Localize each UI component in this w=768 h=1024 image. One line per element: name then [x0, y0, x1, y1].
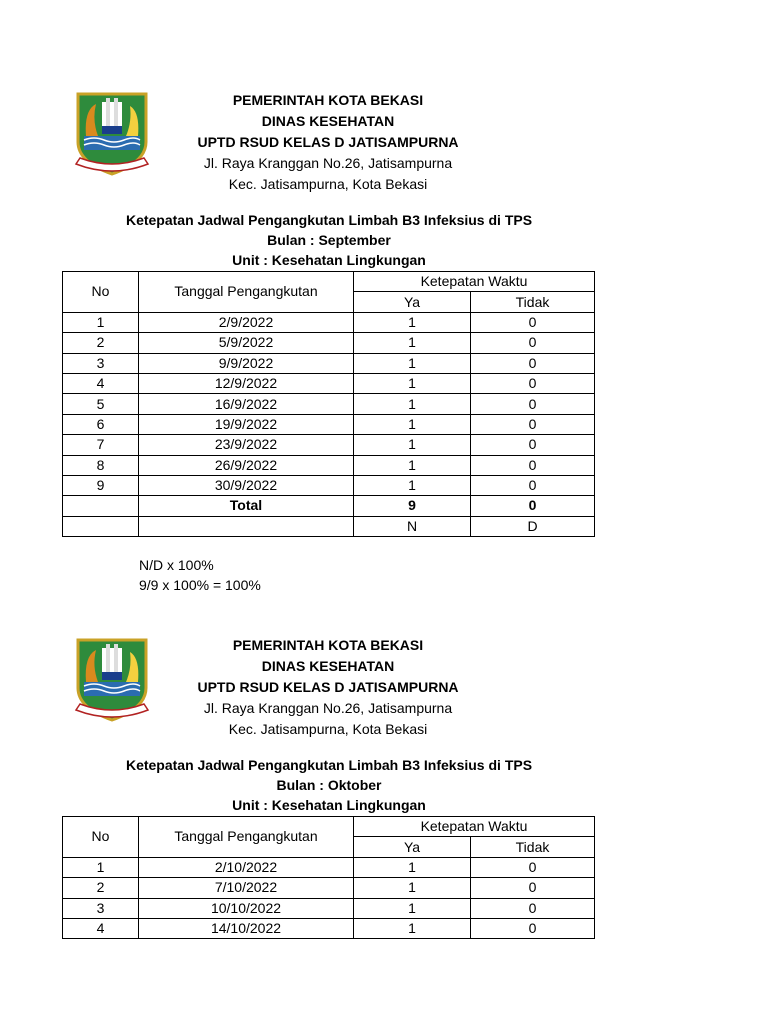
schedule-table-oktober	[62, 816, 595, 939]
cell-no: 3	[63, 353, 139, 373]
cell-tidak: 0	[471, 435, 595, 455]
address-line: Jl. Raya Kranggan No.26, Jatisampurna	[203, 700, 453, 716]
government-name: PEMERINTAH KOTA BEKASI	[232, 637, 424, 653]
col-header-tidak: Tidak	[471, 837, 595, 857]
calculation-formula	[139, 555, 261, 595]
cell-date: 16/9/2022	[139, 394, 354, 414]
cell-no: 4	[63, 373, 139, 393]
cell-no: 8	[63, 455, 139, 475]
district-line: Kec. Jatisampurna, Kota Bekasi	[228, 176, 428, 192]
cell-ya: 1	[354, 414, 471, 434]
cell-tidak: 0	[471, 857, 595, 877]
report-unit: Unit : Kesehatan Lingkungan	[232, 252, 426, 268]
report-month: Bulan : September	[267, 232, 391, 248]
department-name: DINAS KESEHATAN	[261, 113, 395, 129]
cell-ya: 1	[354, 435, 471, 455]
col-header-ya: Ya	[354, 292, 471, 312]
table-row	[63, 373, 595, 393]
cell-ya: 1	[354, 918, 471, 938]
col-header-tidak: Tidak	[471, 292, 595, 312]
letterhead	[128, 90, 528, 195]
table-row	[63, 394, 595, 414]
total-label: Total	[139, 496, 354, 516]
department-name: DINAS KESEHATAN	[261, 658, 395, 674]
nd-row	[63, 516, 595, 536]
cell-no: 7	[63, 435, 139, 455]
cell-date: 2/10/2022	[139, 857, 354, 877]
table-row	[63, 918, 595, 938]
cell-date: 14/10/2022	[139, 918, 354, 938]
cell-ya: 1	[354, 475, 471, 495]
cell-tidak: 0	[471, 333, 595, 353]
institution-name: UPTD RSUD KELAS D JATISAMPURNA	[197, 679, 459, 695]
cell-tidak: 0	[471, 414, 595, 434]
cell-ya: 1	[354, 455, 471, 475]
cell-date: 5/9/2022	[139, 333, 354, 353]
address-line: Jl. Raya Kranggan No.26, Jatisampurna	[203, 155, 453, 171]
total-empty-cell	[63, 496, 139, 516]
report-title-main: Ketepatan Jadwal Pengangkutan Limbah B3 Infeksius di TPS	[125, 212, 533, 228]
cell-tidak: 0	[471, 455, 595, 475]
col-header-group: Ketepatan Waktu	[354, 272, 595, 292]
table-row	[63, 414, 595, 434]
cell-tidak: 0	[471, 353, 595, 373]
report-title	[64, 755, 594, 815]
table-row	[63, 898, 595, 918]
col-header-no: No	[63, 272, 139, 313]
table-row	[63, 475, 595, 495]
total-row	[63, 496, 595, 516]
formula-definition: N/D x 100%	[139, 557, 214, 573]
cell-tidak: 0	[471, 394, 595, 414]
cell-tidak: 0	[471, 918, 595, 938]
cell-no: 4	[63, 918, 139, 938]
table-header-row	[63, 272, 595, 292]
nd-empty-cell	[63, 516, 139, 536]
table-row	[63, 455, 595, 475]
cell-date: 26/9/2022	[139, 455, 354, 475]
cell-ya: 1	[354, 373, 471, 393]
letterhead	[128, 635, 528, 740]
institution-name: UPTD RSUD KELAS D JATISAMPURNA	[197, 134, 459, 150]
schedule-table-september	[62, 271, 595, 537]
cell-no: 1	[63, 857, 139, 877]
cell-tidak: 0	[471, 373, 595, 393]
cell-date: 12/9/2022	[139, 373, 354, 393]
cell-tidak: 0	[471, 475, 595, 495]
government-name: PEMERINTAH KOTA BEKASI	[232, 92, 424, 108]
formula-result: 9/9 x 100% = 100%	[139, 577, 261, 593]
nd-d: D	[471, 516, 595, 536]
total-ya: 9	[354, 496, 471, 516]
table-header-row	[63, 817, 595, 837]
col-header-ya: Ya	[354, 837, 471, 857]
cell-no: 3	[63, 898, 139, 918]
cell-date: 2/9/2022	[139, 312, 354, 332]
cell-ya: 1	[354, 394, 471, 414]
cell-no: 2	[63, 878, 139, 898]
col-header-group: Ketepatan Waktu	[354, 817, 595, 837]
cell-ya: 1	[354, 353, 471, 373]
cell-date: 30/9/2022	[139, 475, 354, 495]
cell-date: 23/9/2022	[139, 435, 354, 455]
col-header-date: Tanggal Pengangkutan	[139, 272, 354, 313]
cell-ya: 1	[354, 312, 471, 332]
table-row	[63, 353, 595, 373]
table-row	[63, 857, 595, 877]
nd-empty-cell	[139, 516, 354, 536]
cell-ya: 1	[354, 878, 471, 898]
cell-date: 10/10/2022	[139, 898, 354, 918]
cell-no: 2	[63, 333, 139, 353]
cell-no: 5	[63, 394, 139, 414]
cell-no: 9	[63, 475, 139, 495]
district-line: Kec. Jatisampurna, Kota Bekasi	[228, 721, 428, 737]
total-tidak: 0	[471, 496, 595, 516]
cell-tidak: 0	[471, 878, 595, 898]
cell-date: 19/9/2022	[139, 414, 354, 434]
cell-no: 6	[63, 414, 139, 434]
cell-ya: 1	[354, 898, 471, 918]
report-unit: Unit : Kesehatan Lingkungan	[232, 797, 426, 813]
cell-date: 9/9/2022	[139, 353, 354, 373]
cell-ya: 1	[354, 857, 471, 877]
table-row	[63, 878, 595, 898]
nd-n: N	[354, 516, 471, 536]
col-header-date: Tanggal Pengangkutan	[139, 817, 354, 858]
cell-tidak: 0	[471, 312, 595, 332]
cell-date: 7/10/2022	[139, 878, 354, 898]
cell-tidak: 0	[471, 898, 595, 918]
table-row	[63, 333, 595, 353]
report-month: Bulan : Oktober	[276, 777, 382, 793]
col-header-no: No	[63, 817, 139, 858]
report-title-main: Ketepatan Jadwal Pengangkutan Limbah B3 Infeksius di TPS	[125, 757, 533, 773]
cell-no: 1	[63, 312, 139, 332]
cell-ya: 1	[354, 333, 471, 353]
table-row	[63, 312, 595, 332]
report-title	[64, 210, 594, 270]
table-row	[63, 435, 595, 455]
